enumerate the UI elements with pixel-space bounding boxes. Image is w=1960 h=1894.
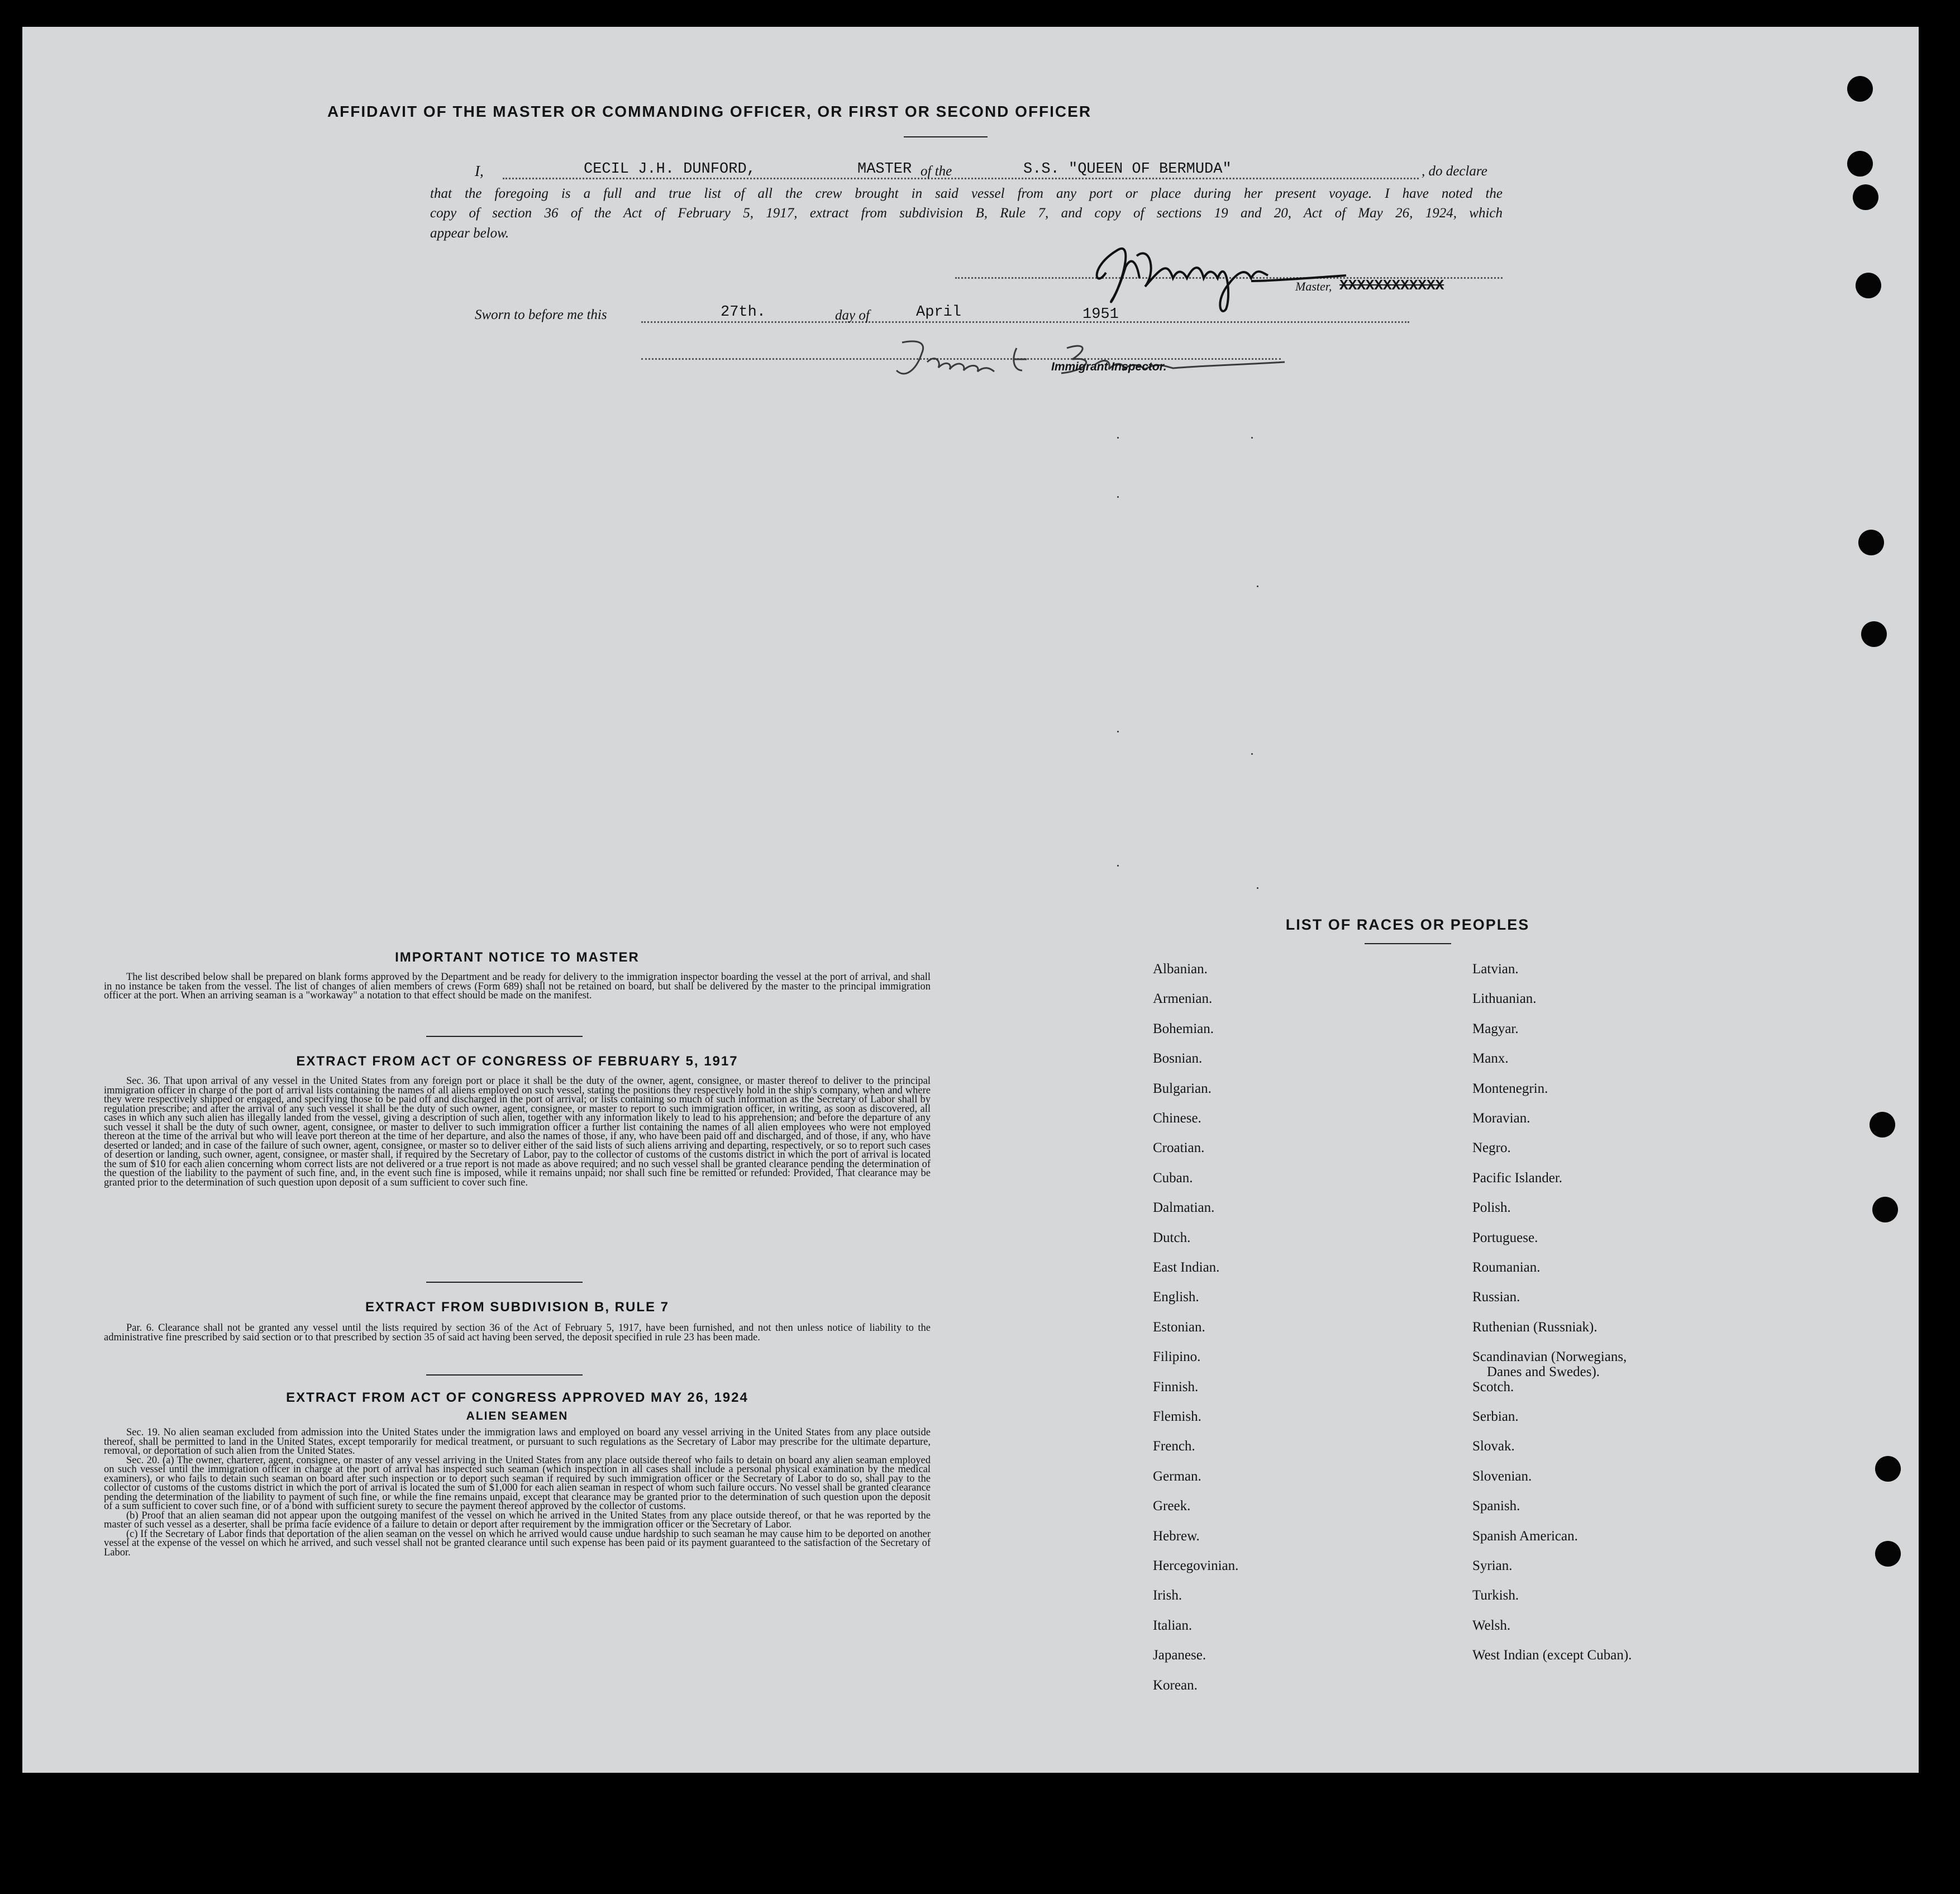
paragraph-6-text: Par. 6. Clearance shall not be granted any vessel until the lists required by section 36 of the Act of February 5, 1917, have been furnished, and not then unless notice of liability to the administrative fine prescribed by said section or to that prescribed by section 35 of said act having been served, the deposit specified in rule 23 has been made. xyxy=(104,1322,931,1343)
race-item: East Indian. xyxy=(1153,1260,1220,1275)
race-item: Russian. xyxy=(1472,1289,1520,1305)
race-item: Greek. xyxy=(1153,1498,1191,1514)
declaration-dotline xyxy=(503,178,1419,179)
race-item: Hercegovinian. xyxy=(1153,1558,1239,1573)
extract-1917-body xyxy=(104,1077,931,1187)
binder-hole xyxy=(1853,184,1878,210)
extract-1924-body xyxy=(104,1428,931,1557)
binder-hole xyxy=(1856,273,1881,298)
of-the-label: of the xyxy=(921,164,952,179)
declaration-line-3: copy of section 36 of the Act of February 5, 1917, extract from subdivision B, Rule 7, and copy of sections 19 and 20, Act of May 26, 1924, which xyxy=(430,206,1503,221)
sworn-dotline xyxy=(641,321,1409,323)
race-item: Croatian. xyxy=(1153,1140,1205,1156)
race-item: Magyar. xyxy=(1472,1021,1519,1036)
race-item: Scotch. xyxy=(1472,1379,1514,1395)
binder-hole xyxy=(1847,76,1873,102)
declaration-line-2: that the foregoing is a full and true list of all the crew brought in said vessel from any port or place during her present voyage. I have noted the xyxy=(430,186,1503,201)
section-20b-text: (b) Proof that an alien seaman did not appear upon the outgoing manifest of the vessel on which he arrived in the United States from any place outside thereof, or that he was reported by the master of such vessel as a deserter, shall be prima facie evidence of a failure to detain or deport after requirement by the immigration officer or the Secretary of Labor. xyxy=(104,1510,931,1530)
sworn-year-value: 1951 xyxy=(1082,306,1119,323)
race-item: Danes and Swedes). xyxy=(1487,1364,1600,1380)
binder-hole xyxy=(1858,530,1884,555)
scan-speck xyxy=(1257,586,1258,587)
master-signature xyxy=(1084,234,1363,317)
section-19-text: Sec. 19. No alien seaman excluded from admission into the United States under the immigration laws and employed on board any vessel arriving in the United States from any place outside thereof, shall be permitted to land in the United States, except temporarily for medical treatment, or pursuant to such regulations as the Secretary of Labor may prescribe for the ultimate departure, removal, or deportation of such alien from the United States. xyxy=(104,1427,931,1457)
race-item: Filipino. xyxy=(1153,1349,1201,1365)
race-item: Korean. xyxy=(1153,1677,1198,1693)
master-name-value: CECIL J.H. DUNFORD, xyxy=(584,161,756,178)
race-item: Welsh. xyxy=(1472,1617,1511,1633)
extract-1924-heading: EXTRACT FROM ACT OF CONGRESS APPROVED MAY 26, 1924 xyxy=(286,1390,748,1405)
race-item: Manx. xyxy=(1472,1051,1509,1067)
race-item: Armenian. xyxy=(1153,991,1213,1007)
race-item: Slovak. xyxy=(1472,1439,1515,1454)
race-item: Dalmatian. xyxy=(1153,1200,1215,1216)
race-item: Roumanian. xyxy=(1472,1260,1541,1275)
affidavit-pronoun: I, xyxy=(475,163,484,179)
master-title-label: Master, xyxy=(1295,279,1332,293)
binder-hole xyxy=(1847,151,1873,177)
declaration-line-4: appear below. xyxy=(430,226,509,241)
race-item: Dutch. xyxy=(1153,1230,1191,1245)
affidavit-title: AFFIDAVIT OF THE MASTER OR COMMANDING OFFICER, OR FIRST OR SECOND OFFICER xyxy=(327,103,1092,120)
inspector-signature xyxy=(883,331,1296,384)
race-item: Slovenian. xyxy=(1472,1468,1532,1484)
race-item: Irish. xyxy=(1153,1588,1182,1603)
section-20c-text: (c) If the Secretary of Labor finds that deportation of the alien seaman on the vessel on which he arrived would cause undue hardship to such seaman he may cause him to be deported on another vessel at the expense of the vessel on which he arrived, and such vessel shall not be granted clearance until such expense has been paid or its payment guaranteed to the satisfaction of the Secretary of Labor. xyxy=(104,1528,931,1558)
title-underline xyxy=(904,136,988,137)
race-item: Scandinavian (Norwegians, xyxy=(1472,1349,1627,1365)
notice-body xyxy=(104,973,931,1001)
race-item: Bohemian. xyxy=(1153,1021,1214,1036)
race-item: Moravian. xyxy=(1472,1111,1530,1126)
day-of-label: day of xyxy=(835,308,870,323)
race-item: Latvian. xyxy=(1472,962,1519,977)
race-item: Albanian. xyxy=(1153,962,1208,977)
race-item: French. xyxy=(1153,1439,1195,1454)
sworn-day-value: 27th. xyxy=(721,304,766,321)
sworn-month-value: April xyxy=(916,304,962,321)
notice-heading: IMPORTANT NOTICE TO MASTER xyxy=(395,950,640,965)
race-item: Japanese. xyxy=(1153,1648,1206,1663)
race-item: Montenegrin. xyxy=(1472,1081,1548,1096)
subdivision-body xyxy=(104,1324,931,1342)
scan-speck xyxy=(1117,865,1119,867)
race-item: Ruthenian (Russniak). xyxy=(1472,1319,1597,1335)
race-item: Chinese. xyxy=(1153,1111,1201,1126)
binder-hole xyxy=(1861,621,1887,647)
race-item: English. xyxy=(1153,1289,1199,1305)
binder-hole xyxy=(1872,1197,1898,1222)
race-item: Finnish. xyxy=(1153,1379,1199,1395)
race-item: Flemish. xyxy=(1153,1409,1201,1424)
section-36-text: Sec. 36. That upon arrival of any vessel in the United States from any foreign port or place it shall be the duty of the owner, agent, consignee, or master thereof to deliver to the principal immigration officer in charge of the port of arrival lists containing the names of all aliens employed on such vessel, stating the positions they respectively hold in the ship's company, when and where they were respectively shipped or engaged, and specifying those to be paid off and discharged in the port of arrival; or lists containing so much of such information as the Secretary of Labor shall by regulation prescribe; and after the arrival of any such vessel it shall be the duty of such owner, agent, consignee, or master to report to such immigration officer, in writing, as soon as discovered, all cases in which any such alien has illegally landed from the vessel, giving a description of such alien, together with any information likely to lead to his apprehension; and before the departure of any such vessel it shall be the duty of such owner, agent, consignee, or master to deliver to such immigration officer a further list containing the names of all alien employees who were not employed thereon at the time of the arrival but who will leave port thereon at the time of her departure, and also the names of those, if any, who have been paid off and discharged, and of those, if any, who have deserted or landed; and in case of the failure of such owner, agent, consignee, or master so to deliver either of the said lists of such aliens arriving and departing, respectively, or so to report such cases of desertion or landing, such owner, agent, consignee, or master shall, if required by the Secretary of Labor, pay to the collector of customs of the customs district in which the port of arrival is located the sum of $10 for each alien concerning whom correct lists are not delivered or a true report is not made as above required; and no such vessel shall be granted clearance pending the determination of the question of the liability to the payment of such fine, and, in the event such fine is imposed, while it remains unpaid; nor shall such fine be remitted or refunded: Provided, That clearance may be granted prior to the determination of such question upon deposit of a sum sufficient to cover such fine. xyxy=(104,1076,931,1188)
master-rank-value: MASTER xyxy=(857,161,912,178)
divider-2 xyxy=(426,1282,583,1283)
vessel-name-value: S.S. "QUEEN OF BERMUDA" xyxy=(1023,161,1232,178)
struck-officer-title: XXXXXXXXXXXX xyxy=(1339,277,1444,294)
notice-text: The list described below shall be prepared on blank forms approved by the Department and be ready for delivery to the immigration inspector boarding the vessel at the port of arrival, and shall in no instance be taken from the vessel. The list of changes of alien members of crews (Form 689) shall not be retained on board, but shall be delivered by the master to the principal immigration officer at the port. When an arriving seaman is a "workaway" a notation to that effect should be made on the manifest. xyxy=(104,972,931,1001)
race-item: German. xyxy=(1153,1468,1201,1484)
race-item: Polish. xyxy=(1472,1200,1511,1216)
race-item: Portuguese. xyxy=(1472,1230,1538,1245)
scan-speck xyxy=(1117,496,1119,498)
race-item: Italian. xyxy=(1153,1617,1193,1633)
extract-1917-heading: EXTRACT FROM ACT OF CONGRESS OF FEBRUARY 5, 1917 xyxy=(296,1054,738,1069)
scan-speck xyxy=(1251,437,1253,439)
binder-hole xyxy=(1875,1541,1901,1567)
inspector-label: Immigrant Inspector. xyxy=(1051,360,1167,373)
binder-hole xyxy=(1875,1456,1901,1482)
subdivision-heading: EXTRACT FROM SUBDIVISION B, RULE 7 xyxy=(365,1300,670,1315)
race-item: Bosnian. xyxy=(1153,1051,1203,1067)
race-item: Negro. xyxy=(1472,1140,1511,1156)
section-20a-text: Sec. 20. (a) The owner, charterer, agent, consignee, or master of any vessel arriving in the United States from any place outside thereof who fails to detain on board any alien seaman employed on such vessel until the immigration officer in charge at the port of arrival has inspected such seaman (which inspection in all cases shall include a personal physical examination by the medical examiners), or who fails to detain such seaman on board after such inspection or to deport such seaman if required by such immigration officer or the Secretary of Labor to do so, shall pay to the collector of customs of the customs district in which the port of arrival is located the sum of $1,000 for each alien seaman in respect of whom such failure occurs. No vessel shall be granted clearance pending the determination of the liability to payment of such fine, or while the fine remains unpaid, except that clearance may be granted prior to the determination of such question upon the deposit of a sum sufficient to cover such fine, or of a bond with sufficient surety to secure the payment thereof approved by the collector of customs. xyxy=(104,1454,931,1512)
race-item: Serbian. xyxy=(1472,1409,1519,1424)
alien-seamen-subheading: ALIEN SEAMEN xyxy=(466,1410,569,1422)
race-item: West Indian (except Cuban). xyxy=(1472,1648,1632,1663)
race-item: Lithuanian. xyxy=(1472,991,1537,1007)
form-sheet xyxy=(22,27,1919,1773)
binder-hole xyxy=(1870,1112,1895,1138)
races-underline xyxy=(1365,943,1451,944)
scan-speck xyxy=(1117,731,1119,732)
do-declare-label: , do declare xyxy=(1422,164,1487,179)
race-item: Syrian. xyxy=(1472,1558,1513,1573)
races-heading: LIST OF RACES OR PEOPLES xyxy=(1285,916,1530,933)
divider-1 xyxy=(426,1036,583,1037)
race-item: Spanish. xyxy=(1472,1498,1520,1514)
race-item: Hebrew. xyxy=(1153,1528,1200,1544)
race-item: Spanish American. xyxy=(1472,1528,1578,1544)
race-item: Cuban. xyxy=(1153,1170,1193,1186)
scan-speck xyxy=(1117,437,1119,439)
scan-speck xyxy=(1257,887,1258,889)
race-item: Turkish. xyxy=(1472,1588,1519,1603)
divider-3 xyxy=(426,1374,583,1376)
sworn-label: Sworn to before me this xyxy=(475,307,607,322)
race-item: Bulgarian. xyxy=(1153,1081,1212,1096)
race-item: Estonian. xyxy=(1153,1319,1205,1335)
scan-speck xyxy=(1251,753,1253,755)
race-item: Pacific Islander. xyxy=(1472,1170,1563,1186)
